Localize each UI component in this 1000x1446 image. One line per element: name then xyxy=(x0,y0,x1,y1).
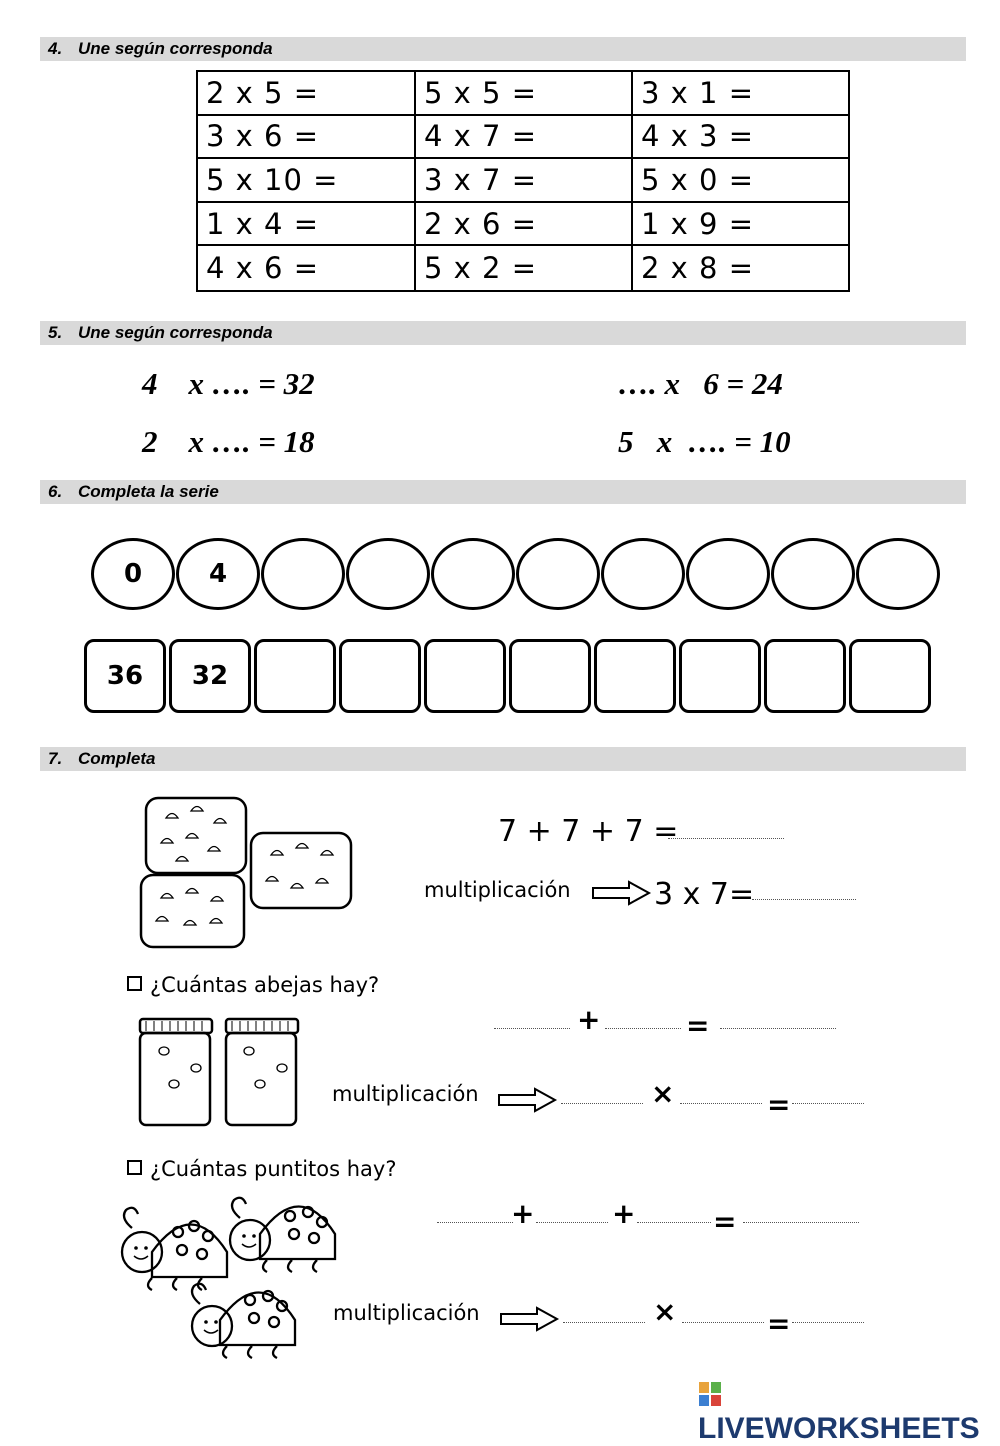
equals-sign: = xyxy=(713,1205,737,1238)
table-cell: 2 x 6 = xyxy=(416,203,633,247)
answer-blank[interactable] xyxy=(752,899,856,900)
series-square[interactable] xyxy=(594,639,676,713)
series-square[interactable] xyxy=(424,639,506,713)
multiplication-table xyxy=(196,70,850,292)
answer-blank[interactable] xyxy=(743,1222,859,1223)
checkbox-icon xyxy=(127,976,142,991)
section-title: Une según corresponda xyxy=(78,39,273,58)
times-sign: × xyxy=(651,1077,675,1110)
section-number: 7. xyxy=(48,749,63,768)
plus-sign: + xyxy=(511,1197,535,1230)
multiplication-expression: 3 x 7= xyxy=(654,877,755,912)
table-cell: 5 x 10 = xyxy=(198,159,416,203)
answer-blank[interactable] xyxy=(536,1222,608,1223)
equals-sign: = xyxy=(686,1009,710,1042)
answer-blank[interactable] xyxy=(720,1028,836,1029)
section-number: 6. xyxy=(48,482,63,501)
table-cell: 3 x 1 = xyxy=(633,72,848,116)
question-bees xyxy=(127,973,379,997)
answer-blank[interactable] xyxy=(682,1322,764,1323)
equation: 2 x …. = 18 xyxy=(142,424,315,459)
series-square[interactable] xyxy=(254,639,336,713)
series-square[interactable] xyxy=(849,639,931,713)
series-circle[interactable] xyxy=(431,538,515,610)
logo-text: LIVEWORKSHEETS xyxy=(698,1412,980,1445)
answer-blank[interactable] xyxy=(605,1028,681,1029)
answer-blank[interactable] xyxy=(792,1322,864,1323)
section-title: Completa xyxy=(78,749,156,768)
section-5-header xyxy=(40,321,966,345)
section-title: Completa la serie xyxy=(78,482,219,501)
answer-blank[interactable] xyxy=(494,1028,570,1029)
series-circle[interactable] xyxy=(686,538,770,610)
table-cell: 1 x 4 = xyxy=(198,203,416,247)
multiplication-label: multiplicación xyxy=(424,878,571,902)
bee-jars-illustration xyxy=(134,1016,310,1130)
plus-sign: + xyxy=(577,1003,601,1036)
series-circle[interactable] xyxy=(771,538,855,610)
answer-blank[interactable] xyxy=(680,1103,762,1104)
table-cell: 3 x 6 = xyxy=(198,116,416,160)
table-cell: 5 x 0 = xyxy=(633,159,848,203)
arrow-icon xyxy=(499,1305,561,1333)
table-cell: 4 x 6 = xyxy=(198,246,416,290)
ladybugs-illustration xyxy=(112,1192,344,1372)
series-square[interactable] xyxy=(339,639,421,713)
equation: 5 x …. = 10 xyxy=(618,424,791,459)
series-circle[interactable] xyxy=(346,538,430,610)
question-dots xyxy=(127,1157,396,1181)
table-cell: 4 x 7 = xyxy=(416,116,633,160)
table-cell: 4 x 3 = xyxy=(633,116,848,160)
table-cell: 5 x 2 = xyxy=(416,246,633,290)
answer-blank[interactable] xyxy=(563,1322,645,1323)
table-cell: 5 x 5 = xyxy=(416,72,633,116)
table-cell: 2 x 5 = xyxy=(198,72,416,116)
series-square[interactable] xyxy=(679,639,761,713)
series-circle[interactable]: 4 xyxy=(176,538,260,610)
series-circle[interactable] xyxy=(856,538,940,610)
table-cell: 3 x 7 = xyxy=(416,159,633,203)
arrow-icon xyxy=(497,1086,559,1114)
answer-blank[interactable] xyxy=(561,1103,643,1104)
series-circle[interactable] xyxy=(601,538,685,610)
section-title: Une según corresponda xyxy=(78,323,273,342)
table-cell: 1 x 9 = xyxy=(633,203,848,247)
question-text: ¿Cuántas puntitos hay? xyxy=(150,1157,397,1181)
series-square[interactable]: 36 xyxy=(84,639,166,713)
times-sign: × xyxy=(653,1295,677,1328)
answer-blank[interactable] xyxy=(792,1103,864,1104)
series-circle[interactable] xyxy=(261,538,345,610)
series-circle[interactable] xyxy=(516,538,600,610)
section-7-header xyxy=(40,747,966,771)
multiplication-label: multiplicación xyxy=(332,1082,479,1106)
answer-blank[interactable] xyxy=(668,838,784,839)
answer-blank[interactable] xyxy=(437,1222,513,1223)
equation: 4 x …. = 32 xyxy=(142,366,315,401)
question-text: ¿Cuántas abejas hay? xyxy=(150,973,380,997)
arrow-icon xyxy=(591,879,653,907)
shell-boxes-illustration xyxy=(136,793,358,953)
section-number: 4. xyxy=(48,39,63,58)
equals-sign: = xyxy=(767,1307,791,1340)
section-4-header xyxy=(40,37,966,61)
series-circle[interactable]: 0 xyxy=(91,538,175,610)
series-square[interactable]: 32 xyxy=(169,639,251,713)
series-square[interactable] xyxy=(764,639,846,713)
section-6-header xyxy=(40,480,966,504)
answer-blank[interactable] xyxy=(637,1222,711,1223)
equals-sign: = xyxy=(767,1088,791,1121)
liveworksheets-logo-icon xyxy=(698,1380,722,1408)
table-cell: 2 x 8 = xyxy=(641,251,755,286)
checkbox-icon xyxy=(127,1160,142,1175)
series-square[interactable] xyxy=(509,639,591,713)
section-number: 5. xyxy=(48,323,63,342)
equation: …. x 6 = 24 xyxy=(618,366,783,401)
multiplication-label: multiplicación xyxy=(333,1301,480,1325)
plus-sign: + xyxy=(612,1197,636,1230)
liveworksheets-logo xyxy=(698,1378,1000,1446)
sum-expression: 7 + 7 + 7 = xyxy=(498,814,679,849)
